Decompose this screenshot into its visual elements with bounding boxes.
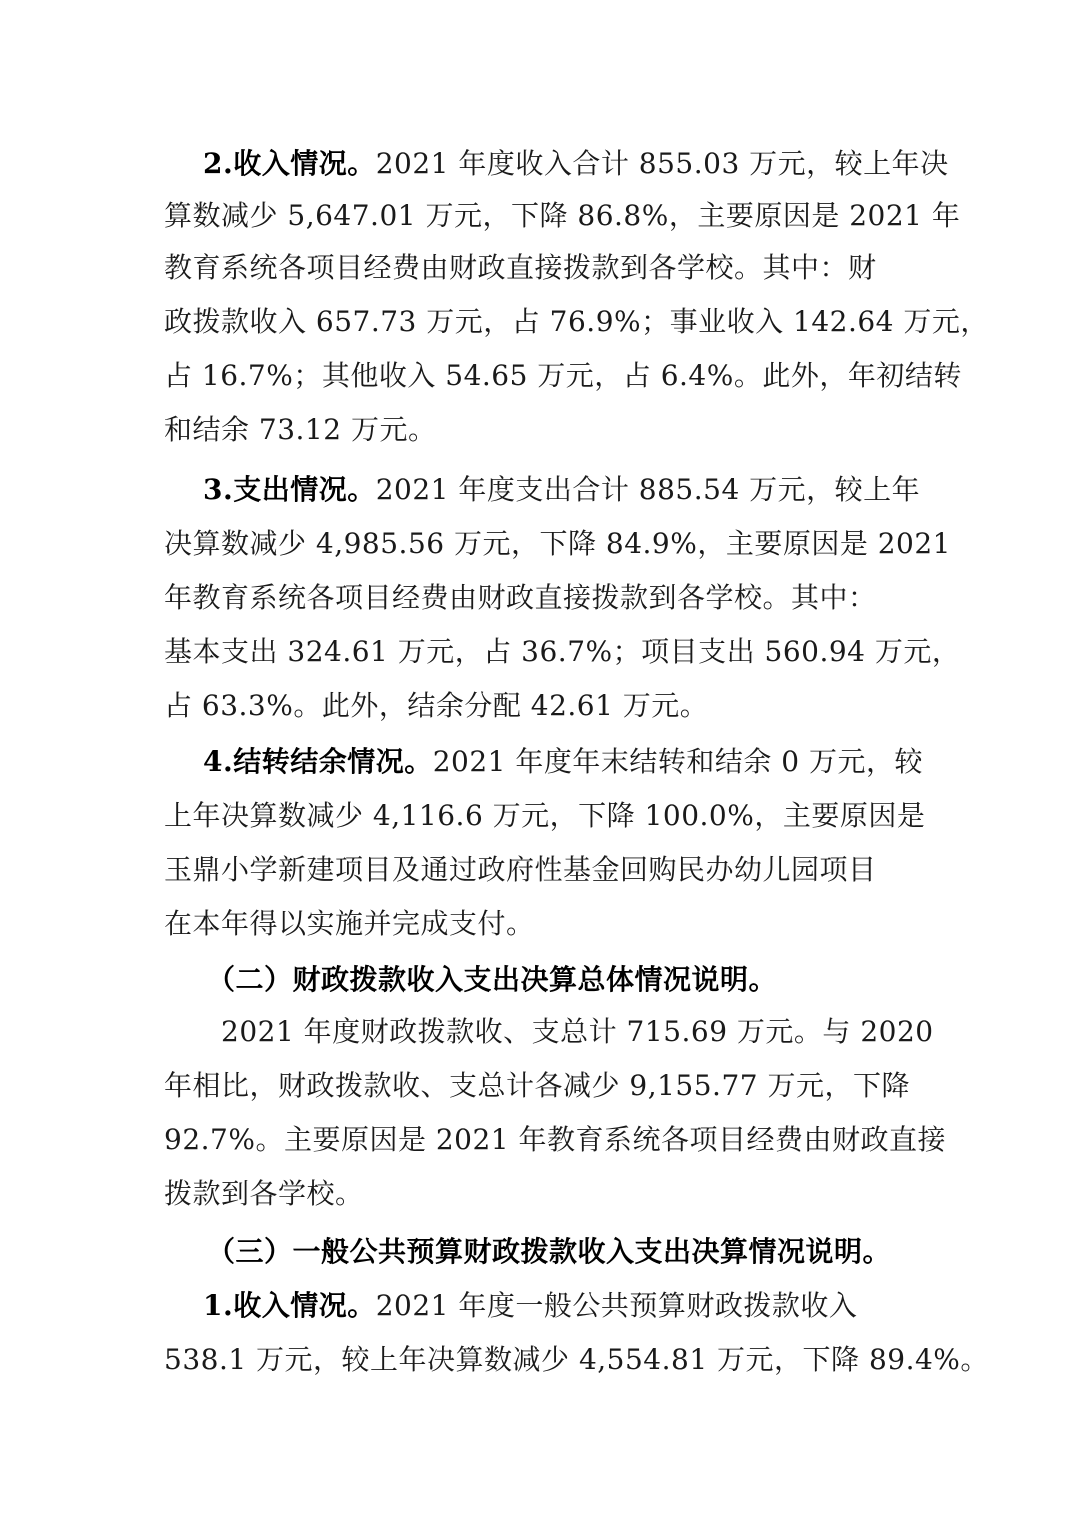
expense-line-2: 决算数减少 4,985.56 万元，下降 84.9%，主要原因是 2021 (164, 527, 951, 560)
income-line-6: 和结余 73.12 万元。 (164, 413, 437, 446)
gp-income-line-2: 538.1 万元，较上年决算数减少 4,554.81 万元，下降 89.4%。 (164, 1343, 989, 1376)
income-line-4: 政拨款收入 657.73 万元，占 76.9%；事业收入 142.64 万元， (164, 305, 989, 338)
income-line-1 (203, 146, 949, 182)
expense-line-5: 占 63.3%。此外，结余分配 42.61 万元。 (164, 689, 709, 722)
expense-line-3: 年教育系统各项目经费由财政直接拨款到各学校。其中： (164, 581, 877, 614)
balance-heading: 4.结转结余情况。 (203, 745, 433, 778)
balance-line-4: 在本年得以实施并完成支付。 (164, 907, 535, 940)
income-line-2: 算数减少 5,647.01 万元，下降 86.8%，主要原因是 2021 年 (164, 199, 961, 232)
income-text-1: 2021 年度收入合计 855.03 万元，较上年决 (375, 147, 949, 180)
gp-income-line-1 (203, 1288, 857, 1324)
section-2-heading: （二）财政拨款收入支出决算总体情况说明。 (207, 963, 778, 996)
section-2-line-1: 2021 年度财政拨款收、支总计 715.69 万元。与 2020 (221, 1015, 934, 1048)
expense-line-4: 基本支出 324.61 万元，占 36.7%；项目支出 560.94 万元， (164, 635, 961, 668)
balance-line-2: 上年决算数减少 4,116.6 万元，下降 100.0%，主要原因是 (164, 799, 926, 832)
balance-line-1 (203, 744, 923, 780)
income-line-5: 占 16.7%；其他收入 54.65 万元，占 6.4%。此外，年初结转 (164, 359, 962, 392)
expense-text-1: 2021 年度支出合计 885.54 万元，较上年 (375, 473, 921, 506)
gp-income-text-1: 2021 年度一般公共预算财政拨款收入 (375, 1289, 858, 1322)
expense-line-1 (203, 472, 920, 508)
expense-heading: 3.支出情况。 (203, 473, 376, 506)
section-2-line-3: 92.7%。主要原因是 2021 年教育系统各项目经费由财政直接 (164, 1123, 947, 1156)
gp-income-heading: 1.收入情况。 (203, 1289, 376, 1322)
section-2-line-4: 拨款到各学校。 (164, 1177, 364, 1210)
income-heading: 2.收入情况。 (203, 147, 376, 180)
balance-line-3: 玉鼎小学新建项目及通过政府性基金回购民办幼儿园项目 (164, 853, 877, 886)
section-3-heading: （三）一般公共预算财政拨款收入支出决算情况说明。 (207, 1235, 892, 1268)
income-line-3: 教育系统各项目经费由财政直接拨款到各学校。其中：财 (164, 251, 877, 284)
balance-text-1: 2021 年度年末结转和结余 0 万元，较 (432, 745, 924, 778)
section-2-line-2: 年相比，财政拨款收、支总计各减少 9,155.77 万元，下降 (164, 1069, 910, 1102)
